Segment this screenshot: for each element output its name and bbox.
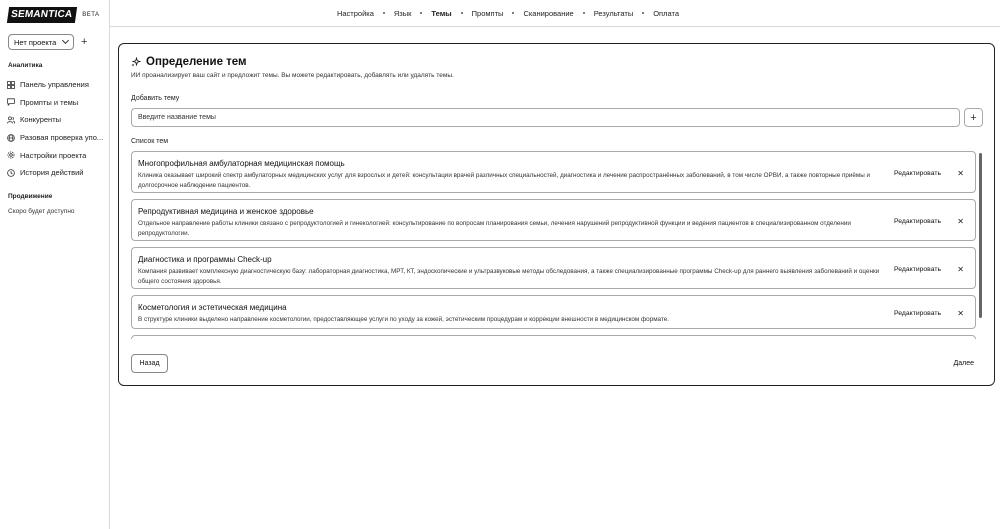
sparkles-icon bbox=[131, 57, 141, 67]
topic-item bbox=[131, 247, 976, 289]
sidebar-item-one-time-check[interactable] bbox=[7, 129, 107, 147]
logo[interactable]: SEMANTICA bbox=[7, 7, 77, 23]
next-button[interactable]: Далее bbox=[953, 360, 974, 367]
globe-icon bbox=[7, 134, 15, 142]
tab-language[interactable]: Язык bbox=[393, 8, 412, 18]
step-navigation bbox=[337, 9, 679, 18]
add-topic-input[interactable] bbox=[131, 108, 960, 127]
add-project-button[interactable]: + bbox=[81, 36, 88, 48]
sidebar-item-label: История действий bbox=[20, 168, 84, 178]
sidebar-item-project-settings[interactable] bbox=[7, 146, 107, 164]
promotion-section-label: Продвижение bbox=[8, 193, 53, 200]
separator-dot bbox=[383, 12, 385, 14]
topic-title: Многопрофильная амбулаторная медицинская помощь bbox=[138, 159, 345, 168]
close-icon[interactable]: ✕ bbox=[957, 169, 964, 178]
close-icon[interactable]: ✕ bbox=[957, 265, 964, 274]
promotion-note: Скоро будет доступно bbox=[8, 208, 75, 215]
tab-scanning[interactable]: Сканирование bbox=[523, 8, 574, 18]
tab-results[interactable]: Результаты bbox=[593, 8, 634, 18]
topic-title: Косметология и эстетическая медицина bbox=[138, 303, 287, 312]
sidebar-nav bbox=[7, 76, 107, 182]
page-title-text: Определение тем bbox=[146, 56, 247, 68]
top-navigation bbox=[110, 0, 1000, 27]
separator-dot bbox=[642, 12, 644, 14]
topics-scrollbar[interactable] bbox=[979, 153, 982, 318]
topic-item bbox=[131, 335, 976, 339]
edit-topic-button[interactable]: Редактировать bbox=[894, 266, 941, 273]
topic-description: Компания развивает комплексную диагностическую базу: лабораторная диагностика, МРТ, КТ, эндоскопические и ультразвуковые методы обследования, а также специализированные программы Check-up для раннего выявления заболеваний и оценки общего состояния здоровья. bbox=[138, 268, 880, 285]
chevron-down-icon bbox=[62, 37, 69, 44]
sidebar-item-label: Настройки проекта bbox=[20, 150, 87, 160]
tab-topics[interactable]: Темы bbox=[431, 8, 452, 18]
clock-icon bbox=[7, 169, 15, 177]
topic-item bbox=[131, 295, 976, 329]
tab-payment[interactable]: Оплата bbox=[653, 8, 680, 18]
separator-dot bbox=[461, 12, 463, 14]
topics-list-label: Список тем bbox=[131, 138, 169, 145]
sidebar-item-prompts-topics[interactable] bbox=[7, 94, 107, 112]
project-row bbox=[8, 34, 87, 50]
topic-description: Клиника оказывает широкий спектр амбулаторных медицинских услуг для взрослых и детей: консультации врачей различных специальностей, диагностика и лечение распространённых заболеваний, в том числе ОРВИ, а также повторные приёмы и долгосрочное наблюдение пациентов. bbox=[138, 172, 870, 189]
topics-list bbox=[131, 151, 976, 339]
project-select-value: Нет проекта bbox=[14, 37, 57, 47]
grid-icon bbox=[7, 81, 15, 89]
add-topic-label: Добавить тему bbox=[131, 95, 180, 102]
edit-topic-button[interactable]: Редактировать bbox=[894, 310, 941, 317]
separator-dot bbox=[420, 12, 422, 14]
chat-icon bbox=[7, 98, 15, 106]
page-title bbox=[131, 56, 247, 68]
sidebar-item-label: Разовая проверка упо... bbox=[20, 133, 104, 143]
gear-icon bbox=[7, 151, 15, 159]
back-button[interactable]: Назад bbox=[131, 354, 168, 373]
sidebar-item-activity-history[interactable] bbox=[7, 164, 107, 182]
separator-dot bbox=[512, 12, 514, 14]
topic-item bbox=[131, 151, 976, 193]
topic-item bbox=[131, 199, 976, 241]
page-subtitle: ИИ проанализирует ваш сайт и предложит темы. Вы можете редактировать, добавлять или удалять темы. bbox=[131, 72, 454, 79]
plus-icon: + bbox=[970, 111, 977, 124]
close-icon[interactable]: ✕ bbox=[957, 217, 964, 226]
sidebar-item-dashboard[interactable] bbox=[7, 76, 107, 94]
analytics-section-label: Аналитика bbox=[8, 62, 43, 69]
topic-title: Репродуктивная медицина и женское здоровье bbox=[138, 207, 314, 216]
edit-topic-button[interactable]: Редактировать bbox=[894, 218, 941, 225]
project-select[interactable] bbox=[8, 34, 74, 50]
sidebar-item-label: Конкуренты bbox=[20, 115, 62, 125]
beta-badge: BETA bbox=[82, 12, 100, 18]
brand bbox=[8, 7, 99, 23]
tab-setup[interactable]: Настройка bbox=[336, 8, 374, 18]
topic-description: Отдельное направление работы клиники связано с репродуктологией и гинекологией: консультирование по вопросам планирования семьи, лечения нарушений репродуктивной функции и ведения пациентов в специализированном отделении репродуктологии. bbox=[138, 220, 851, 237]
topics-card bbox=[118, 43, 995, 386]
topic-description: В структуре клиники выделено направление косметологии, предоставляющее услуги по уходу за кожей, эстетическим процедурам и коррекции внешности в медицинском формате. bbox=[138, 316, 669, 323]
users-icon bbox=[7, 116, 15, 124]
separator-dot bbox=[583, 12, 585, 14]
edit-topic-button[interactable]: Редактировать bbox=[894, 170, 941, 177]
sidebar-item-label: Промпты и темы bbox=[20, 97, 79, 107]
sidebar-item-competitors[interactable] bbox=[7, 111, 107, 129]
add-topic-button[interactable] bbox=[964, 108, 983, 127]
tab-prompts[interactable]: Промпты bbox=[471, 8, 504, 18]
sidebar-item-label: Панель управления bbox=[20, 80, 89, 90]
sidebar bbox=[0, 0, 110, 529]
close-icon[interactable]: ✕ bbox=[957, 309, 964, 318]
topic-title: Диагностика и программы Check-up bbox=[138, 255, 272, 264]
